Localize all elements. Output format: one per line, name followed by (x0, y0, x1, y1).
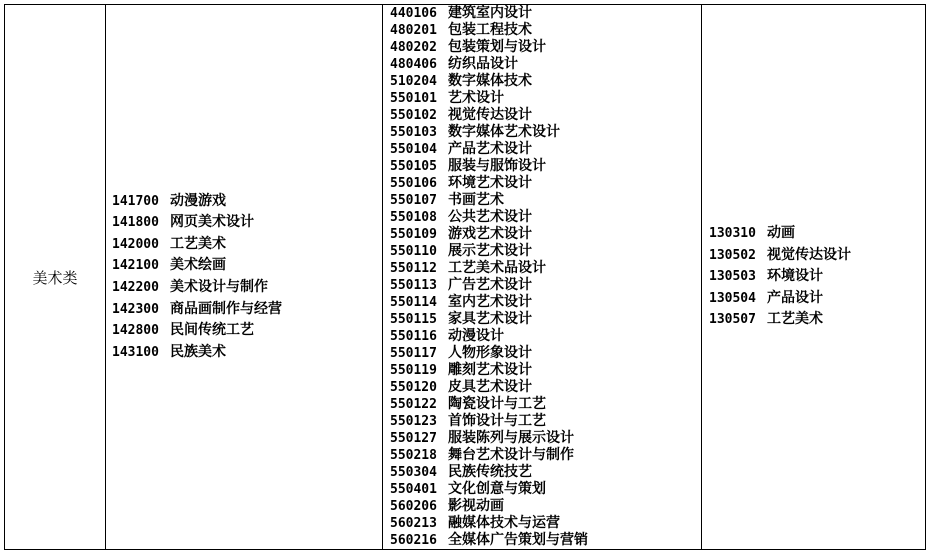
undergraduate-majors-cell (702, 5, 926, 550)
major-code: 550304 (390, 465, 437, 480)
major-name: 展示艺术设计 (448, 243, 532, 259)
list-item (390, 413, 701, 430)
category-cell (5, 5, 106, 550)
list-item (112, 299, 382, 321)
category-label: 美术类 (32, 268, 78, 287)
major-name: 影视动画 (448, 498, 504, 514)
major-name: 服装与服饰设计 (448, 158, 546, 174)
major-name: 数字媒体技术 (448, 73, 532, 89)
major-code: 550113 (390, 278, 437, 293)
list-item (390, 311, 701, 328)
list-item (709, 288, 925, 310)
list-item (390, 107, 701, 124)
major-code: 560216 (390, 533, 437, 548)
major-name: 雕刻艺术设计 (448, 362, 532, 378)
major-code: 550103 (390, 125, 437, 140)
major-code: 550218 (390, 448, 437, 463)
major-name: 建筑室内设计 (448, 5, 532, 21)
major-name: 室内艺术设计 (448, 294, 532, 310)
major-name: 环境艺术设计 (448, 175, 532, 191)
major-name: 公共艺术设计 (448, 209, 532, 225)
major-code: 550110 (390, 244, 437, 259)
list-item (390, 243, 701, 260)
list-item (709, 309, 925, 331)
major-code: 480202 (390, 40, 437, 55)
major-name: 视觉传达设计 (767, 246, 851, 263)
major-code: 550112 (390, 261, 437, 276)
list-item (390, 90, 701, 107)
major-name: 工艺美术 (170, 235, 226, 252)
major-code: 510204 (390, 74, 437, 89)
major-name: 艺术设计 (448, 90, 504, 106)
major-code: 550120 (390, 380, 437, 395)
major-code: 130310 (709, 226, 756, 242)
major-code: 550101 (390, 91, 437, 106)
major-code: 550104 (390, 142, 437, 157)
list-item (390, 5, 701, 22)
major-code: 550117 (390, 346, 437, 361)
major-code: 550119 (390, 363, 437, 378)
major-code: 560206 (390, 499, 437, 514)
major-code: 141700 (112, 193, 159, 209)
list-item (390, 73, 701, 90)
major-name: 动画 (767, 225, 795, 242)
major-code: 440106 (390, 6, 437, 21)
major-code: 550108 (390, 210, 437, 225)
list-item (390, 277, 701, 294)
list-item (390, 56, 701, 73)
major-table (4, 4, 926, 550)
secondary-majors-list (106, 191, 382, 364)
major-code: 130507 (709, 312, 756, 328)
list-item (390, 498, 701, 515)
major-code: 142800 (112, 323, 159, 339)
list-item (390, 345, 701, 362)
major-code: 550106 (390, 176, 437, 191)
major-code: 141800 (112, 215, 159, 231)
major-code: 142000 (112, 236, 159, 252)
major-name: 陶瓷设计与工艺 (448, 396, 546, 412)
major-code: 550401 (390, 482, 437, 497)
major-name: 产品艺术设计 (448, 141, 532, 157)
list-item (709, 245, 925, 267)
list-item (112, 255, 382, 277)
list-item (390, 481, 701, 498)
major-name: 动漫游戏 (170, 192, 226, 209)
list-item (112, 320, 382, 342)
list-item (390, 22, 701, 39)
major-code: 143100 (112, 344, 159, 360)
major-name: 网页美术设计 (170, 214, 254, 231)
major-name: 全媒体广告策划与营销 (448, 532, 588, 548)
major-code: 550105 (390, 159, 437, 174)
major-name: 环境设计 (767, 268, 823, 285)
major-code: 550127 (390, 431, 437, 446)
list-item (390, 396, 701, 413)
list-item (390, 447, 701, 464)
major-name: 皮具艺术设计 (448, 379, 532, 395)
list-item (390, 430, 701, 447)
major-name: 包装策划与设计 (448, 39, 546, 55)
major-code: 480406 (390, 57, 437, 72)
list-item (390, 328, 701, 345)
list-item (390, 260, 701, 277)
major-code: 550116 (390, 329, 437, 344)
major-name: 动漫设计 (448, 328, 504, 344)
major-name: 工艺美术 (767, 311, 823, 328)
major-name: 包装工程技术 (448, 22, 532, 38)
major-code: 550109 (390, 227, 437, 242)
table-row (5, 5, 926, 550)
major-name: 书画艺术 (448, 192, 504, 208)
list-item (112, 234, 382, 256)
list-item (112, 342, 382, 364)
undergraduate-majors-list (702, 223, 925, 331)
list-item (390, 362, 701, 379)
list-item (390, 379, 701, 396)
list-item (390, 226, 701, 243)
major-code: 550122 (390, 397, 437, 412)
major-name: 民间传统工艺 (170, 322, 254, 339)
list-item (112, 277, 382, 299)
secondary-majors-cell (106, 5, 383, 550)
vocational-majors-cell (383, 5, 702, 550)
major-name: 商品画制作与经营 (170, 300, 282, 317)
major-name: 舞台艺术设计与制作 (448, 447, 574, 463)
major-name: 产品设计 (767, 289, 823, 306)
major-name: 工艺美术品设计 (448, 260, 546, 276)
list-item (390, 158, 701, 175)
list-item (390, 39, 701, 56)
list-item (709, 223, 925, 245)
major-name: 纺织品设计 (448, 56, 518, 72)
list-item (390, 464, 701, 481)
major-code: 550114 (390, 295, 437, 310)
major-code: 550102 (390, 108, 437, 123)
list-item (390, 141, 701, 158)
major-name: 美术绘画 (170, 257, 226, 274)
major-code: 142300 (112, 301, 159, 317)
list-item (390, 294, 701, 311)
major-name: 视觉传达设计 (448, 107, 532, 123)
major-code: 142200 (112, 280, 159, 295)
major-code: 130504 (709, 290, 756, 306)
major-code: 130503 (709, 269, 756, 285)
list-item (390, 209, 701, 226)
major-code: 550115 (390, 312, 437, 327)
major-code: 130502 (709, 247, 756, 263)
major-code: 550123 (390, 414, 437, 429)
major-name: 家具艺术设计 (448, 311, 532, 327)
major-code: 480201 (390, 23, 437, 38)
major-name: 服装陈列与展示设计 (448, 430, 574, 446)
major-code: 560213 (390, 516, 437, 531)
major-name: 文化创意与策划 (448, 481, 546, 497)
major-name: 人物形象设计 (448, 345, 532, 361)
major-name: 广告艺术设计 (448, 277, 532, 293)
list-item (709, 266, 925, 288)
major-code: 142100 (112, 258, 159, 274)
list-item (390, 192, 701, 209)
major-code: 550107 (390, 193, 437, 208)
list-item (112, 191, 382, 213)
vocational-majors-list (383, 5, 701, 549)
major-name: 民族传统技艺 (448, 464, 532, 480)
list-item (390, 515, 701, 532)
list-item (390, 175, 701, 192)
major-name: 美术设计与制作 (170, 279, 268, 295)
major-name: 首饰设计与工艺 (448, 413, 546, 429)
major-name: 民族美术 (170, 343, 226, 360)
major-name: 数字媒体艺术设计 (448, 124, 560, 140)
list-item (390, 124, 701, 141)
major-name: 融媒体技术与运营 (448, 515, 560, 531)
list-item (112, 212, 382, 234)
major-name: 游戏艺术设计 (448, 226, 532, 242)
